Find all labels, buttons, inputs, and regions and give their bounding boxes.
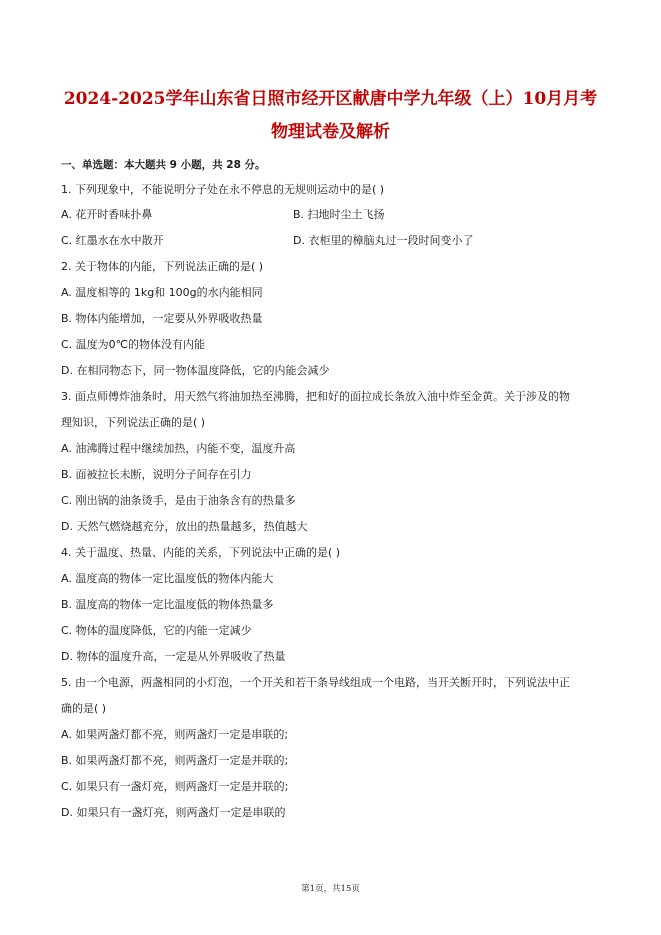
- exam-title-line2: 物理试卷及解析: [271, 122, 390, 142]
- question-4-stem: 4. 关于温度、热量、内能的关系，下列说法中正确的是( ): [61, 546, 341, 559]
- question-1-option-a: A. 花开时香味扑鼻: [61, 208, 153, 221]
- question-5-option-c: C. 如果只有一盏灯亮，则两盏灯一定是并联的;: [61, 780, 289, 793]
- question-2-option-c: C. 温度为0℃的物体没有内能: [61, 338, 206, 351]
- section-heading: 一、单选题：本大题共 9 小题，共 28 分。: [61, 159, 266, 171]
- question-4-option-d: D. 物体的温度升高，一定是从外界吸收了热量: [61, 650, 286, 663]
- question-4-option-a: A. 温度高的物体一定比温度低的物体内能大: [61, 572, 274, 585]
- page-footer: 第1页，共15页: [301, 884, 360, 894]
- question-1-stem: 1. 下列现象中，不能说明分子处在永不停息的无规则运动中的是( ): [61, 183, 385, 196]
- question-5-option-b: B. 如果两盏灯都不亮，则两盏灯一定是并联的;: [61, 754, 289, 767]
- question-5-option-a: A. 如果两盏灯都不亮，则两盏灯一定是串联的;: [61, 728, 289, 741]
- question-3-option-c: C. 刚出锅的油条烫手，是由于油条含有的热量多: [61, 494, 296, 507]
- question-2-option-b: B. 物体内能增加，一定要从外界吸收热量: [61, 312, 263, 325]
- question-2-stem: 2. 关于物体的内能，下列说法正确的是( ): [61, 260, 264, 273]
- question-3-option-a: A. 油沸腾过程中继续加热，内能不变，温度升高: [61, 442, 296, 455]
- question-4-option-b: B. 温度高的物体一定比温度低的物体热量多: [61, 598, 274, 611]
- question-2-option-d: D. 在相同物态下，同一物体温度降低，它的内能会减少: [61, 364, 330, 377]
- question-3-option-b: B. 面被拉长未断，说明分子间存在引力: [61, 468, 252, 481]
- question-4-option-c: C. 物体的温度降低，它的内能一定减少: [61, 624, 252, 637]
- question-1-option-c: C. 红墨水在水中散开: [61, 234, 164, 247]
- question-5-stem-line2: 确的是( ): [61, 702, 107, 715]
- question-1-option-d: D. 衣柜里的樟脑丸过一段时间变小了: [293, 234, 474, 247]
- exam-title-line1: 2024-2025学年山东省日照市经开区献唐中学九年级（上）10月月考: [63, 89, 598, 109]
- question-5-option-d: D. 如果只有一盏灯亮，则两盏灯一定是串联的: [61, 806, 286, 819]
- question-3-option-d: D. 天然气燃烧越充分，放出的热量越多，热值越大: [61, 520, 308, 533]
- question-3-stem-line2: 理知识，下列说法正确的是( ): [61, 416, 206, 429]
- question-2-option-a: A. 温度相等的 1kg和 100g的水内能相同: [61, 286, 263, 299]
- question-1-option-b: B. 扫地时尘土飞扬: [293, 208, 385, 221]
- question-5-stem-line1: 5. 由一个电源，两盏相同的小灯泡，一个开关和若干条导线组成一个电路，当开关断开时，下列说法中正: [61, 676, 570, 689]
- question-3-stem-line1: 3. 面点师傅炸油条时，用天然气将油加热至沸腾，把和好的面拉成长条放入油中炸至金黄。关于涉及的物: [61, 390, 570, 403]
